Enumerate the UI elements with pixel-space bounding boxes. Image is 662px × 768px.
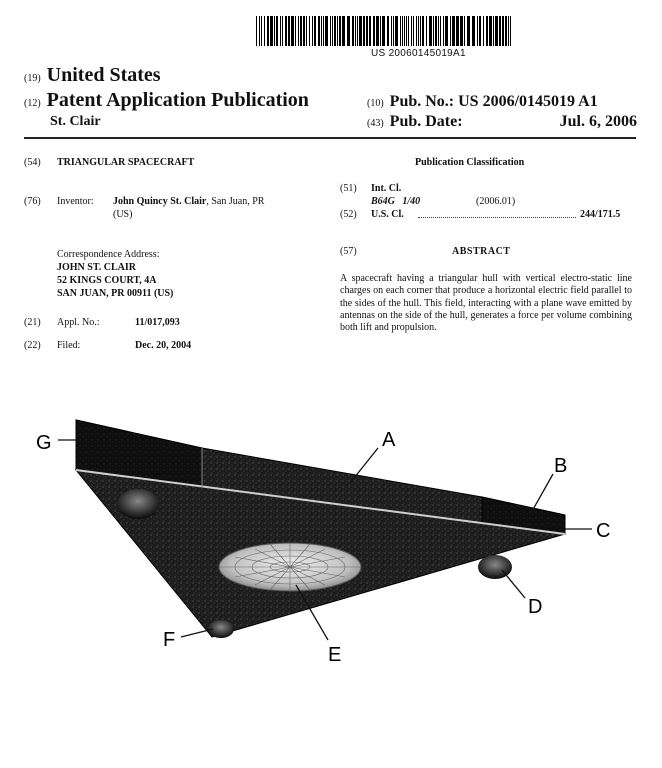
- code-19: (19): [24, 73, 41, 84]
- central-dome: [219, 543, 361, 591]
- inventor-short: St. Clair: [50, 114, 101, 129]
- correspondence-line-3: SAN JUAN, PR 00911 (US): [57, 288, 174, 299]
- inventor-line: [113, 196, 264, 207]
- pub-no-label: Pub. No.:: [389, 93, 455, 110]
- inventor-label: Inventor:: [57, 196, 94, 207]
- code-10: (10): [367, 98, 384, 109]
- pub-date-line: [367, 113, 637, 131]
- figure-label-f: F: [163, 629, 176, 651]
- inventor-country: (US): [113, 209, 133, 220]
- spacecraft-figure: [0, 395, 662, 685]
- country: United States: [46, 64, 161, 86]
- correspondence-line-1: JOHN ST. CLAIR: [57, 262, 136, 273]
- barcode: [256, 16, 511, 46]
- pub-number-line: [367, 93, 598, 111]
- figure-label-d: D: [528, 596, 543, 618]
- uscl-value: 244/171.5: [580, 209, 621, 220]
- intcl-year: (2006.01): [476, 196, 516, 207]
- figure-label-c: C: [596, 520, 611, 542]
- code-43: (43): [367, 118, 384, 129]
- abstract-text: A spacecraft having a triangular hull with vertical electro-static line charges on each corner that produce a horizontal electric field parallel to the sides of the hull. This field, interacting with a plane wave emitted by antennas on the side of the hull, generates a force per volume combining both lift and propulsion.: [340, 273, 632, 334]
- pub-classification-heading: Publication Classification: [415, 157, 525, 168]
- country-heading: [24, 64, 161, 87]
- pub-date-label: Pub. Date:: [389, 113, 463, 130]
- filed-label: Filed:: [57, 340, 81, 351]
- inventor-code: (76): [24, 196, 41, 207]
- doc-type-heading: [24, 89, 309, 112]
- intcl-code: (51): [340, 183, 357, 194]
- filed-code: (22): [24, 340, 41, 351]
- figure-label-e: E: [328, 644, 342, 666]
- barcode-number: US 20060145019A1: [371, 48, 466, 59]
- appl-code: (21): [24, 317, 41, 328]
- abstract-code: (57): [340, 246, 357, 257]
- pub-no: US 2006/0145019 A1: [458, 93, 598, 110]
- uscl-leader-dots: [418, 217, 576, 218]
- pub-date: Jul. 6, 2006: [559, 113, 637, 130]
- inventor-location: , San Juan, PR: [206, 196, 265, 207]
- uscl-code: (52): [340, 209, 357, 220]
- intcl-class: B64G 1/40: [371, 196, 421, 207]
- abstract-title: ABSTRACT: [452, 246, 511, 257]
- intcl-label: Int. Cl.: [371, 183, 402, 194]
- code-12: (12): [24, 98, 41, 109]
- invention-title: TRIANGULAR SPACECRAFT: [57, 157, 195, 168]
- figure-label-a: A: [382, 429, 396, 451]
- pod-g: [117, 489, 159, 519]
- header-rule: [24, 137, 636, 139]
- figure-label-g: G: [36, 432, 52, 454]
- figure-label-b: B: [554, 455, 568, 477]
- correspondence-line-2: 52 KINGS COURT, 4A: [57, 275, 157, 286]
- title-code: (54): [24, 157, 41, 168]
- doc-type: Patent Application Publication: [46, 89, 309, 111]
- appl-label: Appl. No.:: [57, 317, 100, 328]
- appl-number: 11/017,093: [135, 317, 180, 328]
- correspondence-label: Correspondence Address:: [57, 249, 160, 260]
- uscl-label: U.S. Cl.: [371, 209, 404, 220]
- filed-date: Dec. 20, 2004: [135, 340, 192, 351]
- inventor-name: John Quincy St. Clair: [113, 196, 207, 207]
